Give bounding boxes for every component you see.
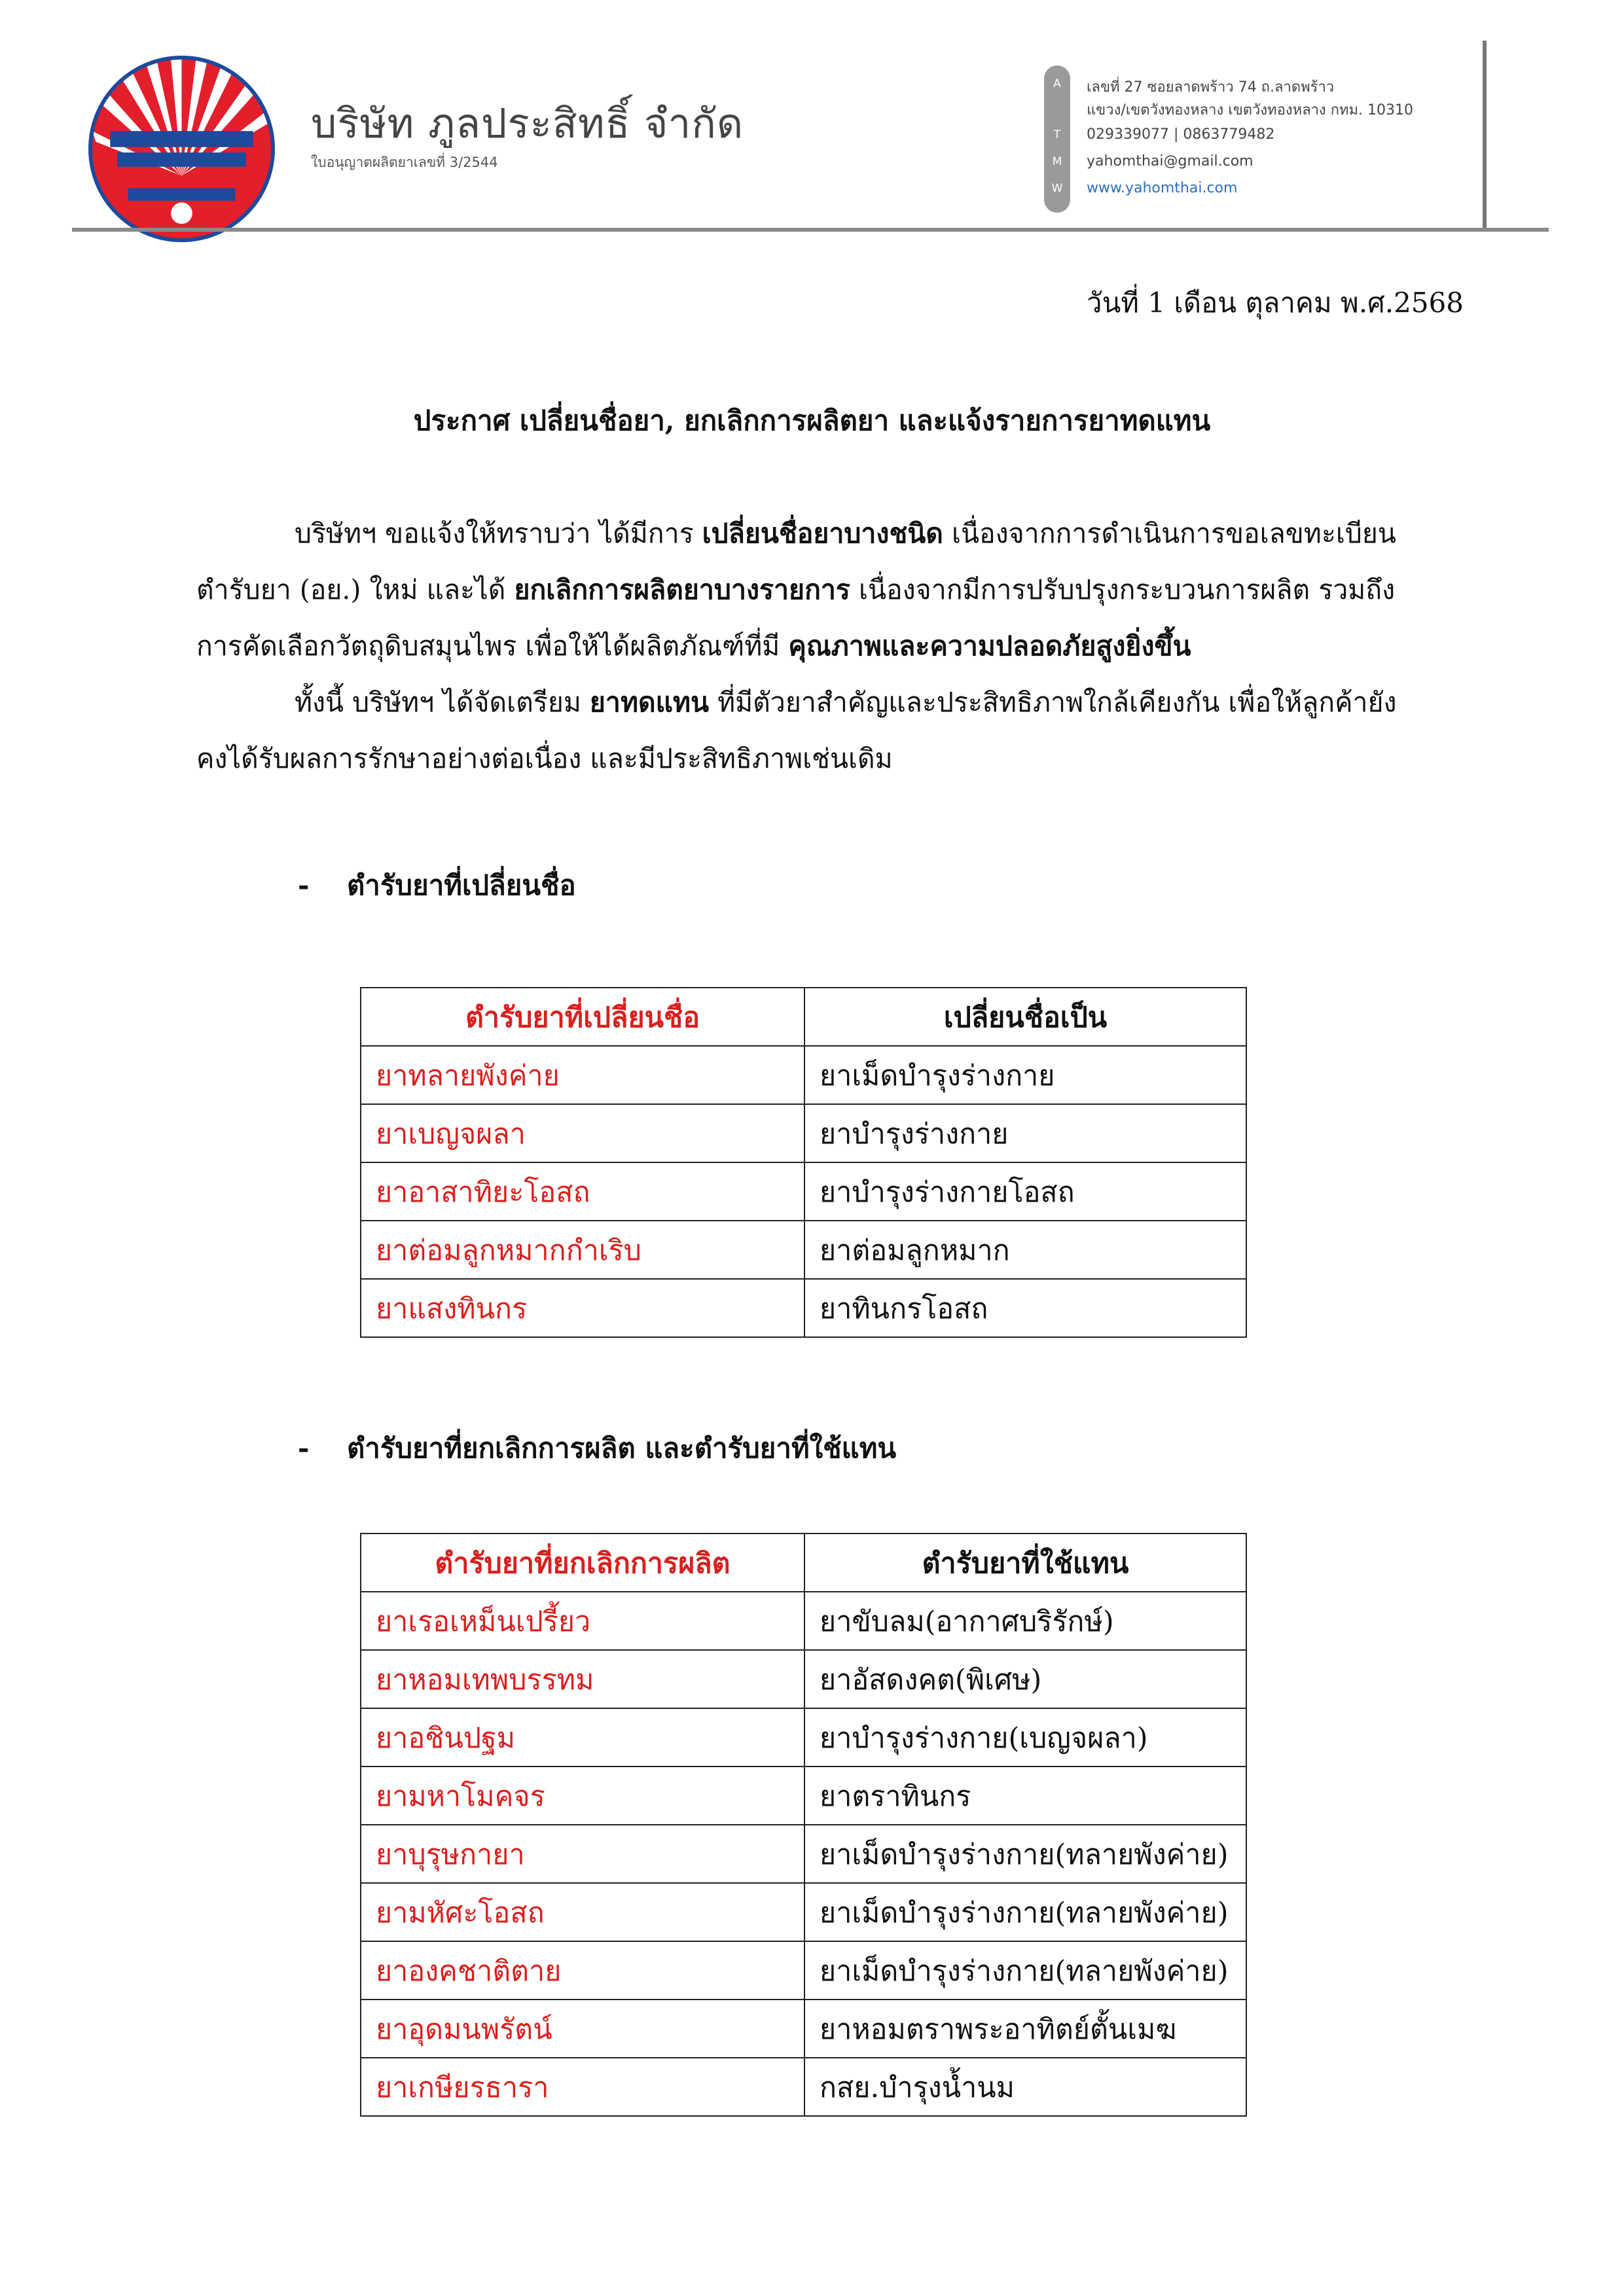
- table-row: [361, 1104, 1246, 1162]
- p1-bold-1: เปลี่ยนชื่อยาบางชนิด: [702, 518, 943, 549]
- announcement-title: ประกาศ เปลี่ยนชื่อยา, ยกเลิกการผลิตยา และแจ้งรายการยาทดแทน: [413, 404, 1211, 437]
- discontinued-cell: ยาอชินปฐม: [361, 1708, 804, 1767]
- address-line-1: เลขที่ 27 ซอยลาดพร้าว 74 ถ.ลาดพร้าว: [1087, 79, 1335, 96]
- column-header-old-name: ตำรับยาที่เปลี่ยนชื่อ: [361, 988, 804, 1046]
- replacement-cell: กสย.บำรุงน้ำนม: [804, 2058, 1246, 2116]
- discontinued-cell: ยามหาโมคจร: [361, 1767, 804, 1825]
- discontinued-cell: ยาองคชาติตาย: [361, 1941, 804, 2000]
- table-row: [361, 1162, 1246, 1221]
- bullet-dash: -: [298, 1432, 310, 1464]
- p1-bold-3: คุณภาพและความปลอดภัยสูงยิ่งขึ้น: [788, 630, 1191, 662]
- p2-text-2: ที่มีตัวยาสำคัญและประสิทธิภาพใกล้เคียงกัน เพื่อให้ลูกค้ายังคงได้รับผลการรักษาอย่างต่อเนื่อง และมีประสิทธิภาพเช่นเดิม: [196, 687, 1397, 774]
- p1-bold-2: ยกเลิกการผลิตยาบางรายการ: [514, 574, 850, 605]
- replacement-cell: ยาตราทินกร: [804, 1767, 1246, 1825]
- replacement-cell: ยาหอมตราพระอาทิตย์ตั้นเมฆ: [804, 2000, 1246, 2058]
- phone-numbers: 029339077 | 0863779482: [1087, 126, 1275, 143]
- discontinued-cell: ยาเกษียรธารา: [361, 2058, 804, 2116]
- new-name-cell: ยาเม็ดบำรุงร่างกาย: [804, 1046, 1246, 1104]
- phone-letter: T: [1053, 128, 1061, 141]
- mail-letter: M: [1052, 155, 1062, 168]
- section-discontinued-label: ตำรับยาที่ยกเลิกการผลิต และตำรับยาที่ใช้แทน: [347, 1432, 897, 1464]
- address-line-2: แขวง/เขตวังทองหลาง เขตวังทองหลาง กทม. 10310: [1087, 102, 1413, 118]
- table-row: [361, 1941, 1246, 2000]
- replacement-cell: ยาเม็ดบำรุงร่างกาย(ทลายพังค่าย): [804, 1825, 1246, 1883]
- replacement-cell: ยาอัสดงคต(พิเศษ): [804, 1650, 1246, 1708]
- section-renamed-heading: [298, 864, 576, 907]
- column-header-discontinued: ตำรับยาที่ยกเลิกการผลิต: [361, 1534, 804, 1592]
- discontinued-cell: ยาเรอเหม็นเปรี้ยว: [361, 1592, 804, 1650]
- new-name-cell: ยาบำรุงร่างกาย: [804, 1104, 1246, 1162]
- old-name-cell: ยาอาสาทิยะโอสถ: [361, 1162, 804, 1221]
- address-letter: A: [1053, 77, 1061, 90]
- table-row: [361, 1592, 1246, 1650]
- old-name-cell: ยาเบญจผลา: [361, 1104, 804, 1162]
- header-vertical-divider: [1483, 41, 1487, 230]
- replacement-cell: ยาเม็ดบำรุงร่างกาย(ทลายพังค่าย): [804, 1883, 1246, 1941]
- website-link[interactable]: www.yahomthai.com: [1087, 180, 1238, 196]
- document-date: วันที่ 1 เดือน ตุลาคม พ.ศ.2568: [1087, 287, 1464, 319]
- company-name: บริษัท ภูลประสิทธิ์ จำกัด: [311, 99, 744, 147]
- table-header-row: [361, 988, 1246, 1046]
- table-row: [361, 1767, 1246, 1825]
- replacement-cell: ยาบำรุงร่างกาย(เบญจผลา): [804, 1708, 1246, 1767]
- license-number: ใบอนุญาตผลิตยาเลขที่ 3/2544: [311, 154, 498, 170]
- column-header-replacement: ตำรับยาที่ใช้แทน: [804, 1534, 1246, 1592]
- old-name-cell: ยาแสงทินกร: [361, 1279, 804, 1337]
- p2-bold-1: ยาทดแทน: [589, 687, 710, 718]
- new-name-cell: ยาบำรุงร่างกายโอสถ: [804, 1162, 1246, 1221]
- paragraph-replacement: [196, 674, 1427, 787]
- email-address[interactable]: yahomthai@gmail.com: [1087, 153, 1254, 170]
- bullet-dash: -: [298, 869, 310, 901]
- table-row: [361, 2058, 1246, 2116]
- old-name-cell: ยาต่อมลูกหมากกำเริบ: [361, 1221, 804, 1279]
- section-discontinued-heading: [298, 1427, 896, 1470]
- company-logo: [88, 56, 275, 242]
- discontinued-table: [360, 1533, 1247, 2117]
- header-divider: [72, 228, 1549, 232]
- p1-text-3: เนื่องจากมีการปรับปรุงกระบวนการผลิต รวมถึงการคัดเลือกวัตถุดิบสมุนไพร เพื่อให้ได้ผลิตภัณฑ์ที่มี: [196, 574, 1396, 662]
- paragraph-name-change: [196, 505, 1427, 674]
- new-name-cell: ยาต่อมลูกหมาก: [804, 1221, 1246, 1279]
- table-row: [361, 1708, 1246, 1767]
- web-letter: W: [1051, 182, 1063, 195]
- p1-text-1: บริษัทฯ ขอแจ้งให้ทราบว่า ได้มีการ: [295, 518, 702, 549]
- p2-text-1: ทั้งนี้ บริษัทฯ ได้จัดเตรียม: [295, 687, 590, 718]
- table-row: [361, 2000, 1246, 2058]
- logo-sunburst-icon: [92, 60, 271, 238]
- table-row: [361, 1883, 1246, 1941]
- discontinued-cell: ยามหัศะโอสถ: [361, 1883, 804, 1941]
- renamed-table: [360, 987, 1247, 1338]
- table-row: [361, 1825, 1246, 1883]
- discontinued-cell: ยาบุรุษกายา: [361, 1825, 804, 1883]
- discontinued-cell: ยาอุดมนพรัตน์: [361, 2000, 804, 2058]
- old-name-cell: ยาทลายพังค่าย: [361, 1046, 804, 1104]
- table-header-row: [361, 1534, 1246, 1592]
- replacement-cell: ยาเม็ดบำรุงร่างกาย(ทลายพังค่าย): [804, 1941, 1246, 2000]
- new-name-cell: ยาทินกรโอสถ: [804, 1279, 1246, 1337]
- table-row: [361, 1650, 1246, 1708]
- p1-text-2: เนื่องจากการดำเนินการขอเลขทะเบียนตำรับยา (อย.) ใหม่ และได้: [196, 518, 1396, 605]
- discontinued-cell: ยาหอมเทพบรรทม: [361, 1650, 804, 1708]
- section-renamed-label: ตำรับยาที่เปลี่ยนชื่อ: [347, 869, 576, 901]
- column-header-new-name: เปลี่ยนชื่อเป็น: [804, 988, 1246, 1046]
- replacement-cell: ยาขับลม(อากาศบริรักษ์): [804, 1592, 1246, 1650]
- table-row: [361, 1221, 1246, 1279]
- table-row: [361, 1279, 1246, 1337]
- table-row: [361, 1046, 1246, 1104]
